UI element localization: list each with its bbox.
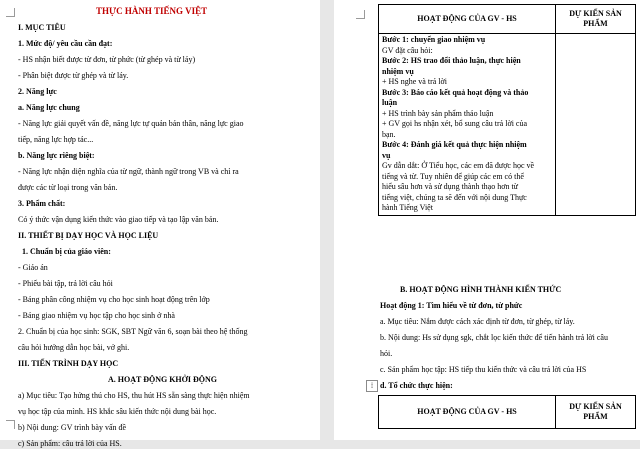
table-header-activity: HOẠT ĐỘNG CỦA GV - HS [379, 396, 556, 429]
page-title: THỰC HÀNH TIẾNG VIỆT [96, 6, 208, 16]
step-text: hành Tiếng Việt [382, 203, 433, 212]
activity-steps-cell [379, 34, 556, 216]
body-text: - Bảng giao nhiệm vụ học tập cho học sinh ở nhà [18, 311, 175, 320]
activity-heading: A. HOẠT ĐỘNG KHỞI ĐỘNG [108, 375, 217, 384]
body-text: vụ học tập của mình. HS khắc sâu kiến thức nội dung bài học. [18, 407, 217, 416]
body-text: - Năng lực nhận diện nghĩa của từ ngữ, thành ngữ trong VB và chỉ ra [18, 167, 239, 176]
subsection-heading: 1. Chuẩn bị của giáo viên: [22, 247, 111, 256]
step-text: Gv dẫn dắt: Ở Tiểu học, các em đã được học về [382, 161, 535, 170]
activity-table-1 [378, 4, 636, 216]
document-page-1 [0, 0, 320, 448]
step-text: + GV gọi hs nhận xét, bổ sung câu trả lời của [382, 119, 528, 128]
step-text: tiếng việt, chúng ta sẽ đến với nội dung Thực [382, 192, 527, 202]
body-text: câu hỏi hướng dẫn học bài, vở ghi. [18, 343, 130, 352]
activity-subheading: Hoạt động 1: Tìm hiểu về từ đơn, từ phức [380, 301, 523, 310]
activity-table-2 [378, 395, 636, 429]
body-text: - HS nhận biết được từ đơn, từ phức (từ ghép và từ láy) [18, 55, 196, 64]
table-header-expected-product [556, 5, 636, 34]
table-move-handle-icon[interactable]: ⁞ [366, 380, 378, 392]
table-header-activity: HOẠT ĐỘNG CỦA GV - HS [379, 5, 556, 34]
margin-corner-mark [6, 420, 15, 429]
step-heading: Bước 2: HS trao đổi thảo luận, thực hiện [382, 56, 521, 65]
margin-corner-mark [356, 10, 365, 19]
body-text: - Phiếu bài tập, trả lời câu hỏi [18, 279, 113, 288]
body-text: a. Mục tiêu: Nắm được cách xác định từ đơn, từ ghép, từ láy. [380, 317, 575, 326]
body-text: c. Sản phẩm học tập: HS tiếp thu kiến thức và câu trả lời của HS [380, 365, 587, 374]
body-text: tiếp, năng lực hợp tác... [18, 135, 94, 144]
body-text: Có ý thức vận dụng kiến thức vào giao tiếp và tạo lập văn bản. [18, 215, 219, 224]
header-line: DỰ KIẾN SẢN [569, 8, 622, 18]
section-heading: I. MỤC TIÊU [18, 23, 66, 32]
subsection-heading: b. Năng lực riêng biệt: [18, 151, 95, 160]
subsection-heading: 2. Năng lực [18, 87, 57, 96]
expected-product-cell [556, 34, 636, 216]
activity-heading: B. HOẠT ĐỘNG HÌNH THÀNH KIẾN THỨC [400, 285, 562, 294]
body-text: 2. Chuẩn bị của học sinh: SGK, SBT Ngữ văn 6, soạn bài theo hệ thống [18, 327, 248, 336]
section-heading: III. TIẾN TRÌNH DẠY HỌC [18, 359, 119, 368]
step-heading: nhiệm vụ [382, 66, 414, 76]
table-header-expected-product [556, 396, 636, 429]
body-text: được các từ loại trong văn bản. [18, 183, 118, 192]
body-text: - Phân biệt được từ ghép và từ láy. [18, 71, 129, 80]
step-text: hiểu sâu hơn và sử dụng thành thạo hơn từ [382, 182, 519, 191]
step-text: GV đặt câu hỏi: [382, 45, 433, 55]
step-text: + HS trình bày sản phẩm thảo luận [382, 108, 494, 118]
body-text: - Bảng phân công nhiệm vụ cho học sinh hoạt động trên lớp [18, 295, 210, 304]
step-text: tiếng và từ. Tuy nhiên để giúp các em có thể [382, 171, 524, 181]
step-text: + HS nghe và trả lời [382, 77, 447, 86]
document-page-2 [334, 0, 640, 440]
step-text: bạn. [382, 129, 396, 139]
section-heading: II. THIẾT BỊ DẠY HỌC VÀ HỌC LIỆU [18, 231, 159, 240]
subsection-heading: a. Năng lực chung [18, 103, 80, 112]
header-line: DỰ KIẾN SẢN [569, 401, 622, 411]
step-heading: Bước 1: chuyển giao nhiệm vụ [382, 35, 486, 44]
body-text: c) Sản phẩm: câu trả lời của HS. [18, 439, 122, 448]
body-text: - Giáo án [18, 263, 48, 272]
margin-corner-mark [6, 8, 15, 17]
step-heading: Bước 4: Đánh giá kết quả thực hiện nhiệm [382, 140, 527, 149]
body-text: b) Nội dung: GV trình bày vấn đề [18, 423, 127, 432]
header-line: PHẨM [583, 19, 608, 28]
body-text: hỏi. [380, 349, 393, 358]
body-text: a) Mục tiêu: Tạo hứng thú cho HS, thu hút HS sẵn sàng thực hiện nhiệm [18, 391, 250, 400]
subsection-heading: 3. Phẩm chất: [18, 199, 66, 208]
body-text: d. Tổ chức thực hiện: [380, 381, 453, 390]
subsection-heading: 1. Mức độ/ yêu cầu cần đạt: [18, 39, 113, 48]
body-text: - Năng lực giải quyết vấn đề, năng lực tự quản bản thân, năng lực giao [18, 119, 244, 128]
header-line: PHẨM [583, 412, 608, 421]
step-heading: Bước 3: Báo cáo kết quả hoạt động và thảo [382, 87, 529, 97]
step-heading: luận [382, 98, 398, 107]
step-heading: vụ [382, 150, 391, 160]
body-text: b. Nội dung: Hs sử dụng sgk, chắt lọc kiến thức để tiến hành trả lời câu [380, 333, 608, 342]
